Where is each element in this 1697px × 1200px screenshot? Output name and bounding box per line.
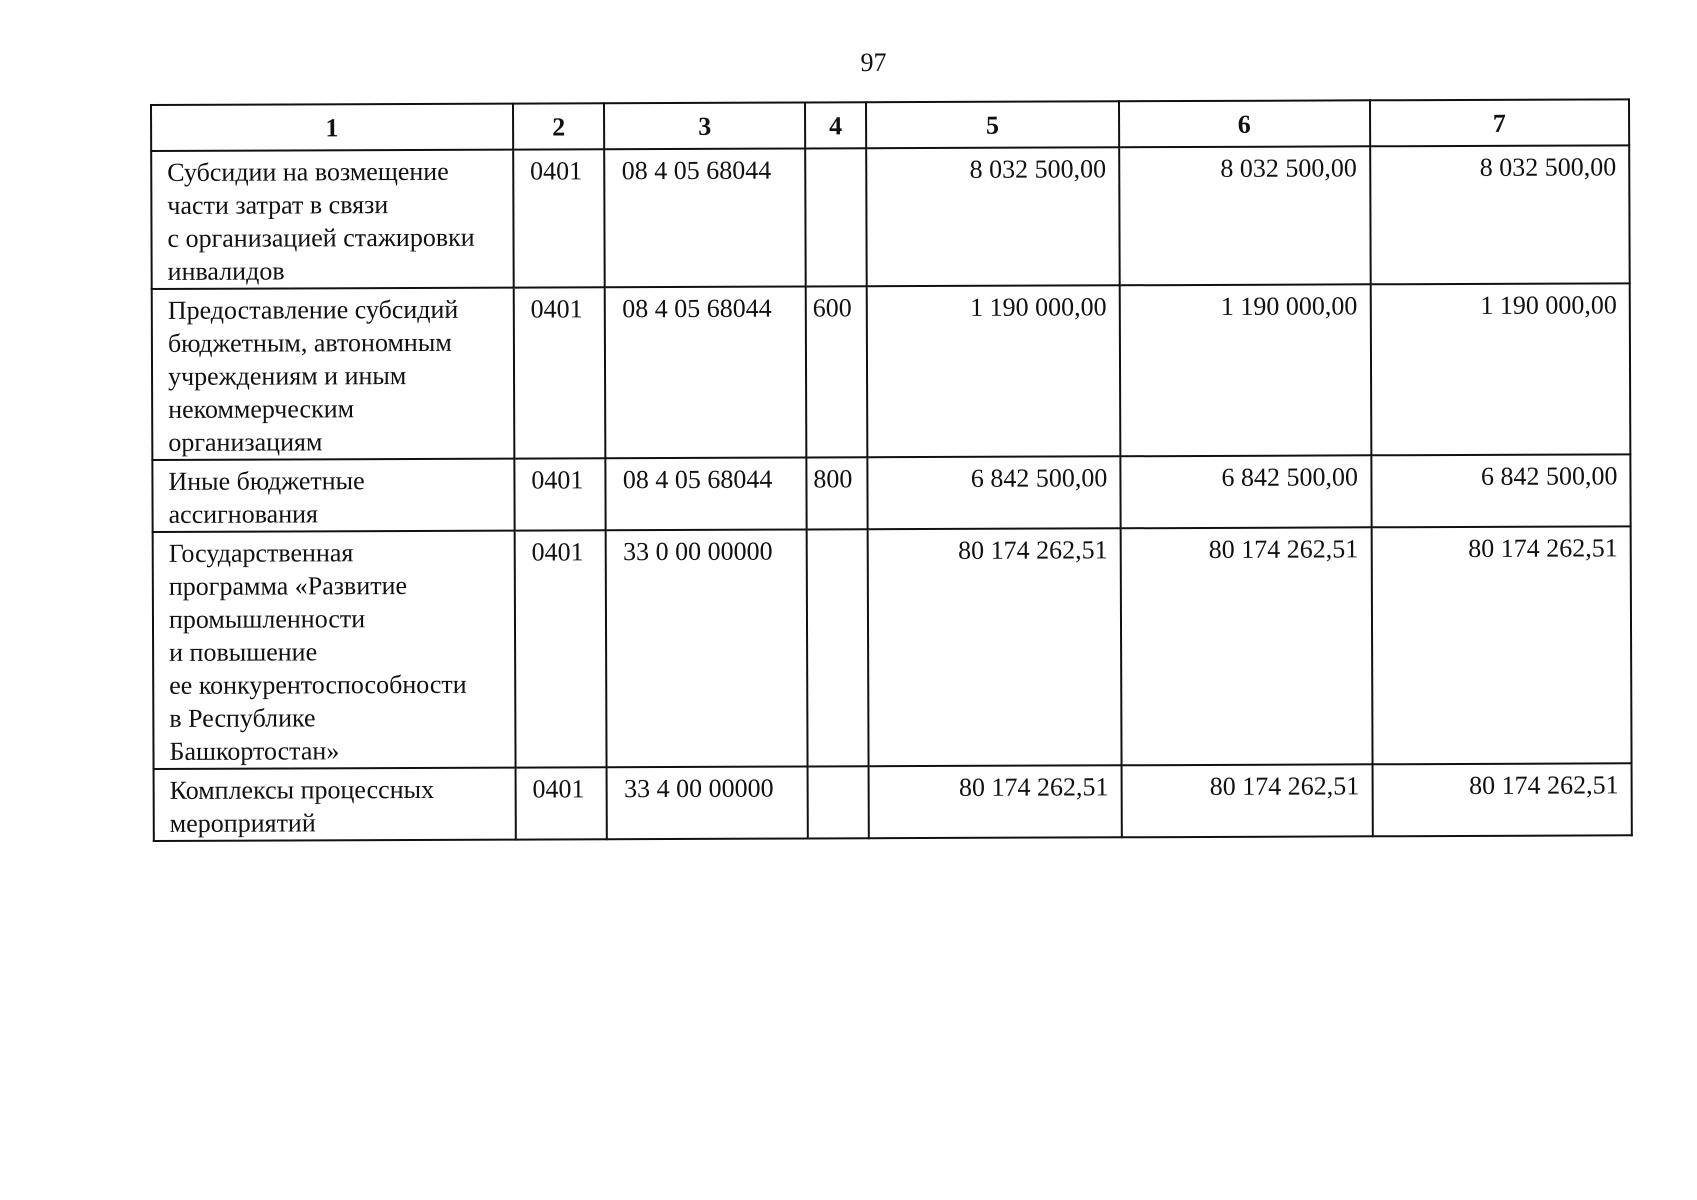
amount-6-cell: 6 842 500,00 (1120, 455, 1371, 528)
amount-6-cell: 8 032 500,00 (1119, 146, 1370, 285)
section-cell: 0401 (514, 458, 606, 530)
row-name-line: ее конкурентоспособности (169, 669, 467, 700)
amount-6-cell: 1 190 000,00 (1120, 284, 1371, 456)
row-name-cell (153, 531, 516, 769)
amount-6-cell: 80 174 262,51 (1120, 527, 1372, 765)
target-cell: 08 4 05 68044 (605, 286, 806, 458)
amount-5-cell: 80 174 262,51 (868, 528, 1122, 766)
row-name-line: Башкортостан» (169, 736, 340, 766)
expense-type-cell: 600 (806, 286, 868, 457)
row-name-cell (152, 459, 514, 532)
amount-5-cell: 1 190 000,00 (867, 285, 1121, 457)
amount-6-cell: 80 174 262,51 (1121, 764, 1372, 837)
table-row (152, 283, 1631, 460)
section-cell: 0401 (513, 149, 605, 287)
row-name-cell (151, 150, 513, 289)
amount-5-cell: 6 842 500,00 (867, 456, 1120, 529)
amount-7-cell: 8 032 500,00 (1370, 145, 1630, 284)
expense-type-cell (805, 148, 867, 286)
target-cell: 33 0 00 00000 (606, 529, 807, 767)
row-name-cell (154, 768, 516, 841)
table-row (153, 526, 1632, 769)
table-header-row (151, 99, 1629, 151)
row-name-line: мероприятий (169, 808, 316, 838)
section-cell: 0401 (515, 530, 607, 767)
page-number: 97 (860, 48, 887, 77)
target-cell: 33 4 00 00000 (607, 766, 808, 839)
amount-7-cell: 6 842 500,00 (1371, 454, 1631, 527)
row-name-line: организациям (168, 427, 323, 457)
row-name-line: промышленности (168, 604, 366, 634)
table-row (154, 763, 1632, 841)
amount-7-cell: 80 174 262,51 (1371, 526, 1631, 764)
expense-type-cell: 800 (806, 457, 867, 529)
row-name-line: программа «Развитие (168, 571, 408, 601)
row-name-line: Иные бюджетные (168, 466, 365, 496)
row-name-line: инвалидов (167, 256, 285, 286)
row-name-line: ассигнования (168, 499, 319, 529)
column-header-2: 2 (513, 103, 605, 149)
target-cell: 08 4 05 68044 (606, 457, 807, 530)
row-name-line: бюджетным, автономным (167, 327, 452, 358)
budget-table (150, 98, 1633, 842)
column-header-5: 5 (866, 101, 1119, 148)
section-cell: 0401 (514, 287, 606, 458)
row-name-line: с организацией стажировки (167, 222, 475, 253)
expense-type-cell (807, 529, 869, 766)
target-cell: 08 4 05 68044 (605, 148, 806, 287)
amount-5-cell: 80 174 262,51 (869, 765, 1122, 838)
section-cell: 0401 (515, 767, 607, 839)
row-name-line: Субсидии на возмещение (167, 156, 449, 187)
column-header-3: 3 (604, 102, 805, 149)
row-name-line: части затрат в связи (167, 190, 389, 220)
row-name-line: и повышение (169, 637, 318, 667)
amount-5-cell: 8 032 500,00 (866, 147, 1119, 286)
amount-7-cell: 1 190 000,00 (1370, 283, 1630, 455)
table-row (152, 454, 1630, 532)
column-header-4: 4 (805, 102, 866, 148)
row-name-line: в Республике (169, 703, 316, 733)
row-name-line: Комплексы процессных (169, 774, 435, 805)
row-name-line: Предоставление субсидий (167, 294, 459, 325)
row-name-cell (152, 288, 515, 460)
row-name-line: Государственная (168, 538, 354, 568)
row-name-line: некоммерческим (168, 394, 355, 424)
column-header-1: 1 (151, 104, 513, 151)
row-name-line: учреждениям и иным (167, 361, 407, 391)
amount-7-cell: 80 174 262,51 (1372, 763, 1632, 836)
expense-type-cell (808, 766, 869, 838)
table-row (151, 145, 1630, 289)
column-header-7: 7 (1370, 99, 1630, 146)
column-header-6: 6 (1119, 100, 1370, 147)
